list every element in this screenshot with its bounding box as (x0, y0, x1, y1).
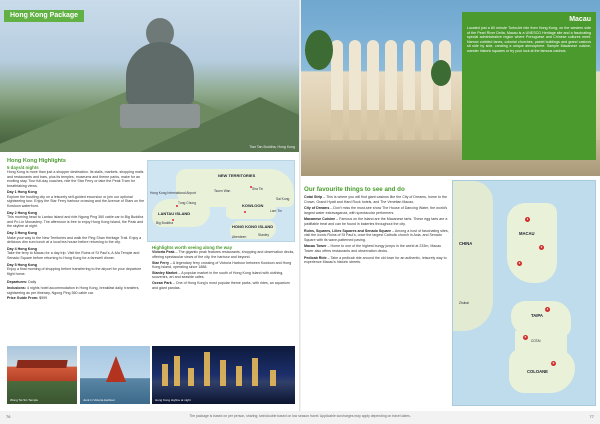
day-block (7, 231, 145, 245)
map-label: LANTAU ISLAND (158, 211, 191, 216)
day-text: Take the ferry to Macau for a day trip. Visit the Ruins of St Paul's, A-Ma Temple and Senado Square before returning to Hong Kong for a farewell dinner. (7, 251, 140, 260)
map-label: Tsuen Wan (214, 189, 231, 193)
favourite-item: Macau Tower – Home to one of the highest bungy jumps in the world at 233m, Macau Tower also offers restaurants and observation decks. (304, 244, 442, 253)
macau-intro-box (462, 12, 596, 160)
map-label: TAIPA (531, 313, 543, 318)
map-label: HONG KONG ISLAND (232, 224, 274, 229)
duration: 5 days/4 nights (7, 164, 39, 170)
day-block (7, 190, 145, 208)
photo-caption: Wong Tai Sin Temple (10, 398, 39, 402)
fact-label: Price Guide From: (7, 296, 39, 301)
map-label: Aberdeen (232, 235, 247, 239)
worth-item: Stanley Market – A popular market in the south of Hong Kong Island with clothing, souvenirs, art and seaside cafes. (152, 270, 284, 280)
photo-caption: Hong Kong skyline at night (155, 398, 191, 402)
junk-boat-photo (80, 346, 150, 404)
fact-label: Inclusions: (7, 285, 26, 290)
page-number-left: 76 (6, 414, 11, 419)
map-label: MACAU (519, 231, 535, 236)
macau-title: Macau (569, 16, 591, 23)
map-label: Sha Tin (252, 187, 264, 191)
map-marker: 6 (552, 361, 555, 365)
favourites-title: Our favourite things to see and do (304, 186, 405, 193)
day-block (7, 247, 145, 261)
map-marker: 2 (540, 245, 543, 249)
map-label: Tung Chung (178, 201, 197, 205)
hong-kong-map (147, 160, 295, 242)
buddha-statue (120, 18, 200, 128)
day-text: Explore the bustling city on a leisurely self-guided excursion or join our optional sightseeing tour. Enjoy the Star Ferry harbour crossing and the Avenue of Stars on the Kowloon waterfront. (7, 194, 145, 209)
day-title: Day 1 Hong Kong (7, 190, 37, 195)
itinerary-column (7, 158, 145, 302)
day-text: Enjoy a final morning of shopping before transferring to the airport for your departure flight home. (7, 267, 142, 276)
favourite-item: City of Dreams – Don't miss the must-see show The House of Dancing Water, the world's largest water extravaganza, with spectacular performers. (304, 206, 448, 215)
map-label: Big Buddha (156, 221, 174, 225)
favourite-item: Cotai Strip – This is where you will find giant casinos like the City of Dreams, home to the Crown, Grand Hyatt and Hard Rock hotels, and The Venetian Macao. (304, 195, 447, 204)
map-label: Stanley (258, 233, 269, 237)
section-title: Hong Kong Package (4, 10, 84, 22)
map-label: Hong Kong International Airport (150, 191, 197, 195)
temple-photo (7, 346, 77, 404)
fact-value: 4 nights hotel accommodation in Hong Kong, breakfast daily, transfers, sightseeing as per itinerary, Ngong Ping 360 cable car. (7, 285, 140, 295)
buddha-photo (0, 0, 299, 152)
favourite-item: Ruins, Squares, Lilies Squares and Senado Square – Among a host of fascinating sites, visit the iconic Ruins of St Paul's, once the largest Catholic church in Asia, and Senado Square with its wave-patterned paving. (304, 228, 449, 242)
favourite-item: Pedicab Ride – Take a pedicab ride around the old town for an authentic, leisurely way to experience Macau's historic streets. (304, 255, 447, 265)
day-title: Day 2 Hong Kong (7, 210, 37, 215)
day-text: This morning head to Lantau Island and ride Ngong Ping 360 cable car to Big Buddha and Po Lin Monastery. The afternoon is free to enjoy Hong Kong Island, the Peak and the skyline at night. (7, 215, 144, 229)
map-label: Zhuhai (459, 301, 469, 305)
page-number-right: 77 (589, 414, 594, 419)
map-label: COLOANE (527, 369, 548, 374)
photo-caption: Tian Tan Buddha, Hong Kong (249, 145, 295, 149)
favourites-column (304, 186, 450, 267)
fact-label: Departures: (7, 280, 28, 285)
worth-item: Star Ferry – A legendary ferry crossing of Victoria Harbour between Kowloon and Hong Kong Island, operating since 1888. (152, 260, 292, 270)
photo-caption: Junk in Victoria Harbour (83, 398, 115, 402)
map-label: COTAI (531, 339, 541, 343)
map-label: CHINA (459, 241, 473, 246)
footer-note: The package is based on per person, sharing; twin/double based on low season travel. Applicable surcharges may apply depending on travel dates. (189, 414, 411, 418)
package-facts (7, 280, 145, 300)
map-marker: 3 (518, 261, 521, 265)
day-title: Day 5 Hong Kong (7, 262, 37, 267)
fact-value: Daily (28, 280, 37, 285)
fact-value: $999 (39, 296, 48, 301)
day-text: Make your way to the New Territories and walk the Ping Shan Heritage Trail. Enjoy a delicious dim sum lunch at a local tea house before returning to the city. (7, 235, 142, 245)
day-title: Day 3 Hong Kong (7, 231, 37, 236)
highlights-column (152, 245, 295, 291)
map-label: Sai Kung (276, 197, 290, 201)
highlights-title: Hong Kong Highlights (7, 158, 67, 164)
intro-text: Hong Kong is more than just a shopper destination. Its stalls, markets, shopping malls and restaurants and bars, plus its temples, museums and theme parks, make for an exciting stay. Tour full-day coaches, ride the Star Ferry or take the Peak Tram for breathtaking views. (7, 169, 144, 188)
worth-title: Highlights worth seeing along the way (152, 245, 233, 250)
favourite-item: Macanese Cuisine – Famous on the island are the Macanese tarts. These egg tarts are a justifiable treat and can be found in bakeries throughout the city. (304, 217, 448, 226)
day-title: Day 4 Hong Kong (7, 246, 37, 251)
skyline-photo (152, 346, 295, 404)
map-marker: 4 (546, 307, 549, 311)
day-block (7, 263, 145, 277)
worth-item: Ocean Park – One of Hong Kong's most popular theme parks, with rides, an aquarium and giant pandas. (152, 280, 290, 290)
map-label: KOWLOON (242, 203, 264, 208)
map-marker: 5 (524, 335, 527, 339)
macau-map (452, 180, 596, 406)
map-label: NEW TERRITORIES (218, 173, 256, 178)
map-marker: 1 (526, 217, 529, 221)
worth-item: Victoria Peak – The gigantic peak features restaurants, shopping and observation decks, offering spectacular views of the city, the harbour and beyond. (152, 250, 295, 259)
map-label: Lam Tin (270, 209, 282, 213)
day-block (7, 211, 145, 229)
macau-intro-text: Located just a 60 minute TurboJet ride from Hong Kong, on the western side of the Pearl River Delta, Macau is a UNESCO Heritage site and a fascinating special administrative region where Portuguese and Chinese cultures meet. Narrow cobbled lanes, colonial churches, pastel buildings and grand casinos sit side by side, creating a unique atmosphere. Sample Macanese cuisine, wander historic squares or try your luck at the famous casinos. (467, 26, 591, 53)
